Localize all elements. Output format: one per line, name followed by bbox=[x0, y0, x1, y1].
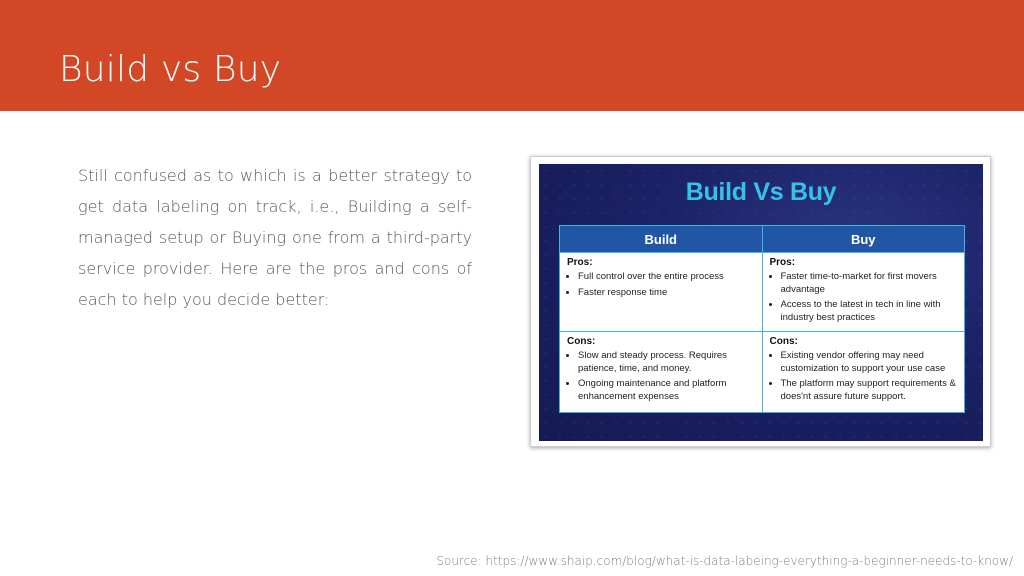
buy-pro-item: • Access to the latest in tech in line with industry best practices bbox=[781, 299, 959, 324]
buy-con-item: • Existing vendor offering may need customization to support your use case bbox=[781, 350, 959, 375]
body-paragraph: Still confused as to which is a better strategy to get data labeling on track, i.e., Building a self-managed setup or Buying one from a third-party service provider. Here are the pros and cons of each to help you decide better: bbox=[78, 166, 472, 309]
slide-title: Build vs Buy bbox=[59, 49, 282, 90]
buy-cons-label: Cons: bbox=[769, 336, 798, 347]
title-bar bbox=[0, 0, 1024, 111]
build-cons-cell bbox=[560, 332, 763, 413]
build-pro-item: • Full control over the entire process bbox=[578, 271, 756, 284]
figure-background bbox=[539, 164, 983, 441]
buy-con-item: • The platform may support requirements & does'nt assure future support. bbox=[781, 378, 959, 403]
source-citation: Source: https://www.shaip.com/blog/what-is-data-labeing-everything-a-beginner-needs-to-know/ bbox=[436, 554, 1013, 568]
build-pros-cell bbox=[560, 253, 763, 332]
build-vs-buy-figure bbox=[530, 156, 991, 447]
column-header-build: Build bbox=[560, 226, 763, 253]
buy-pro-item: • Faster time-to-market for first movers advantage bbox=[781, 271, 959, 296]
comparison-table bbox=[559, 225, 965, 413]
build-cons-label: Cons: bbox=[567, 336, 596, 347]
buy-cons-cell bbox=[762, 332, 965, 413]
build-con-item: • Slow and steady process. Requires patience, time, and money. bbox=[578, 350, 756, 375]
build-con-item: • Ongoing maintenance and platform enhancement expenses bbox=[578, 378, 756, 403]
column-header-buy: Buy bbox=[762, 226, 965, 253]
buy-pros-label: Pros: bbox=[769, 257, 796, 268]
figure-title: Build Vs Buy bbox=[685, 178, 837, 206]
buy-pros-cell bbox=[762, 253, 965, 332]
build-pro-item: • Faster response time bbox=[578, 287, 756, 300]
build-pros-label: Pros: bbox=[567, 257, 593, 268]
